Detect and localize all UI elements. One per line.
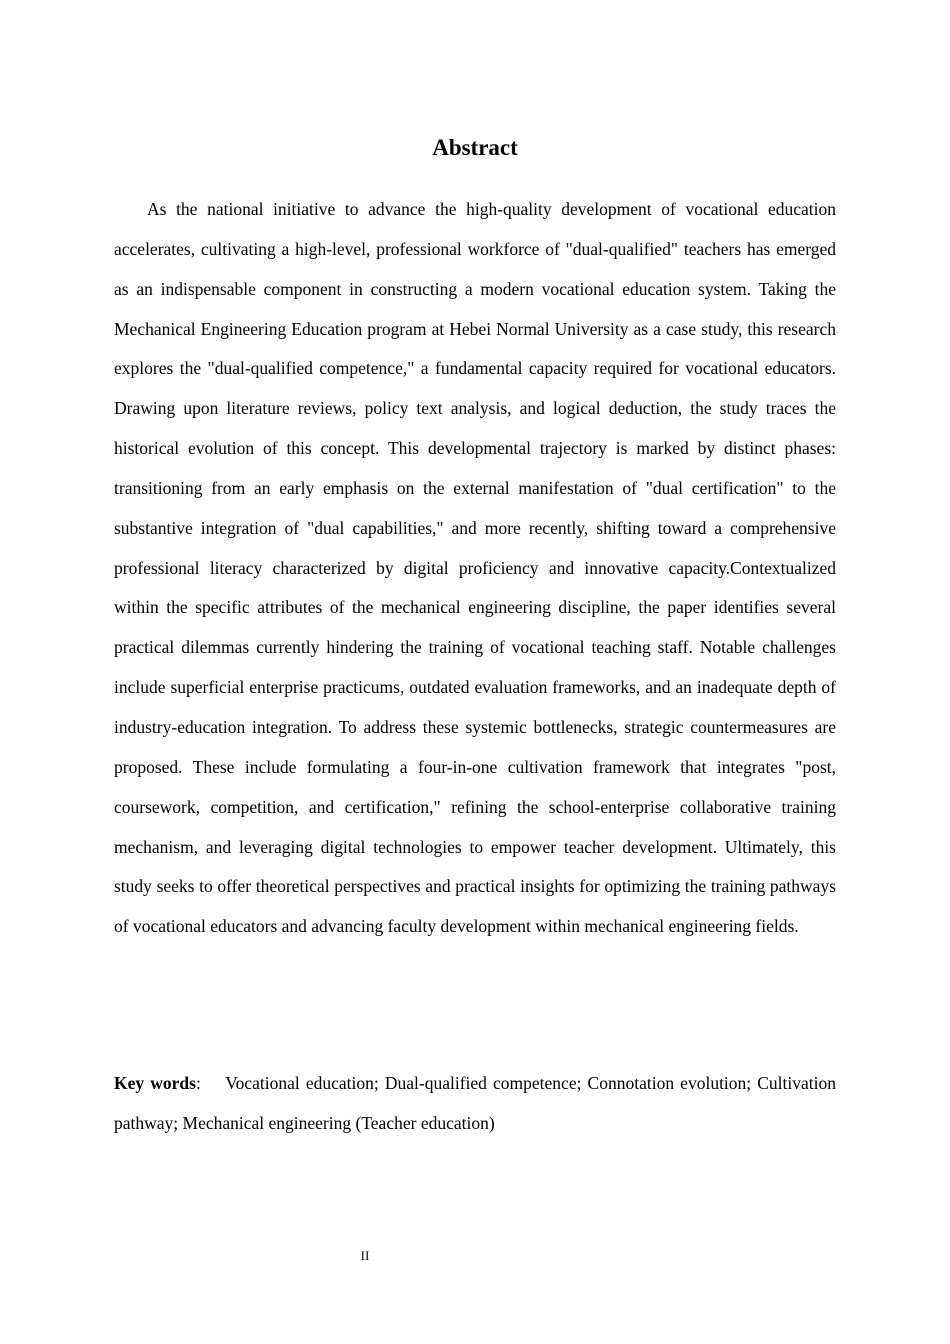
page-number: II — [360, 1248, 370, 1263]
abstract-title: Abstract — [432, 135, 518, 160]
keywords-paragraph — [114, 1064, 836, 1144]
keywords-text: Vocational education; Dual-qualified competence; Connotation evolution; Cultivation pathway; Mechanical engineering (Teacher education) — [114, 1073, 837, 1133]
keywords-separator: : — [195, 1073, 201, 1093]
abstract-body: As the national initiative to advance the high-quality development of vocational education accelerates, cultivating a high-level, professional workforce of "dual-qualified" teachers has emerged as an indispensable component in constructing a modern vocational education system. Taking the Mechanical Engineering Education program at Hebei Normal University as a case study, this research explores the "dual-qualified competence," a fundamental capacity required for vocational educators. Drawing upon literature reviews, policy text analysis, and logical deduction, the study traces the historical evolution of this concept. This developmental trajectory is marked by distinct phases: transitioning from an early emphasis on the external manifestation of "dual certification" to the substantive integration of "dual capabilities," and more recently, shifting toward a comprehensive professional literacy characterized by digital proficiency and innovative capacity.Contextualized within the specific attributes of the mechanical engineering discipline, the paper identifies several practical dilemmas currently hindering the training of vocational teaching staff. Notable challenges include superficial enterprise practicums, outdated evaluation frameworks, and an inadequate depth of industry-education integration. To address these systemic bottlenecks, strategic countermeasures are proposed. These include formulating a four-in-one cultivation framework that integrates "post, coursework, competition, and certification," refining the school-enterprise collaborative training mechanism, and leveraging digital technologies to empower teacher development. Ultimately, this study seeks to offer theoretical perspectives and practical insights for optimizing the training pathways of vocational educators and advancing faculty development within mechanical engineering fields. — [114, 199, 836, 937]
keywords-label: Key words — [114, 1073, 196, 1093]
